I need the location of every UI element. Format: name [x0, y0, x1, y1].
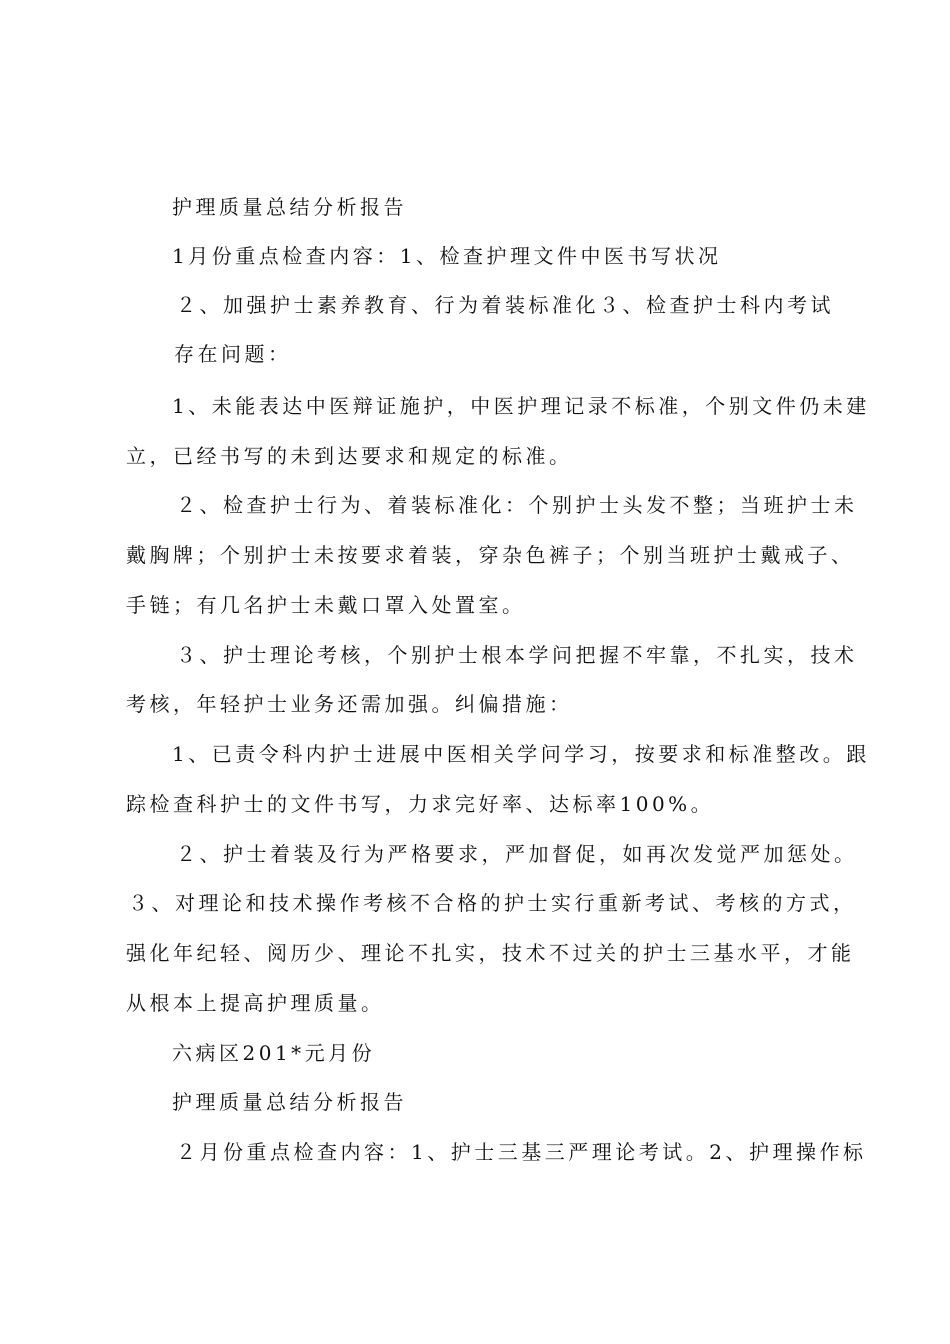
- problem-3: ３、护士理论考核，个别护士根本学问把握不牢靠，不扎实，技术: [176, 643, 858, 667]
- january-inspection-items-cont: ２、加强护士素养教育、行为着装标准化３、检查护士科内考试: [176, 293, 834, 317]
- problems-heading: 存在问题：: [174, 342, 292, 366]
- measure-3-cont: 强化年纪轻、阅历少、理论不扎实，技术不过关的护士三基水平，才能: [126, 941, 855, 965]
- report-title-2: 护理质量总结分析报告: [172, 1090, 407, 1114]
- problem-2: ２、检查护士行为、着装标准化：个别护士头发不整；当班护士未: [176, 493, 858, 517]
- problem-3-cont: 考核，年轻护士业务还需加强。纠偏措施：: [126, 692, 573, 716]
- problem-2-cont-2: 手链；有几名护士未戴口罩入处置室。: [126, 593, 526, 617]
- ward-date: 六病区201*元月份: [172, 1041, 376, 1065]
- measure-3-cont-2: 从根本上提高护理质量。: [126, 991, 385, 1015]
- problem-1-cont: 立，已经书写的未到达要求和规定的标准。: [126, 444, 573, 468]
- measure-2: ２、护士着装及行为严格要求，严加督促，如再次发觉严加惩处。: [176, 842, 858, 866]
- measure-3: ３、对理论和技术操作考核不合格的护士实行重新考试、考核的方式，: [128, 891, 857, 915]
- problem-1: 1、未能表达中医辩证施护，中医护理记录不标准，个别文件仍未建: [172, 394, 870, 418]
- february-inspection-items: ２月份重点检查内容：1、护士三基三严理论考试。2、护理操作标: [176, 1140, 867, 1164]
- january-inspection-items: 1月份重点检查内容：1、检查护理文件中医书写状况: [172, 244, 722, 268]
- problem-2-cont: 戴胸牌；个别护士未按要求着装，穿杂色裤子；个别当班护士戴戒子、: [126, 543, 855, 567]
- measure-1: 1、已责令科内护士进展中医相关学问学习，按要求和标准整改。跟: [172, 742, 870, 766]
- report-title: 护理质量总结分析报告: [172, 195, 407, 219]
- measure-1-cont: 踪检查科护士的文件书写，力求完好率、达标率100%。: [126, 792, 715, 816]
